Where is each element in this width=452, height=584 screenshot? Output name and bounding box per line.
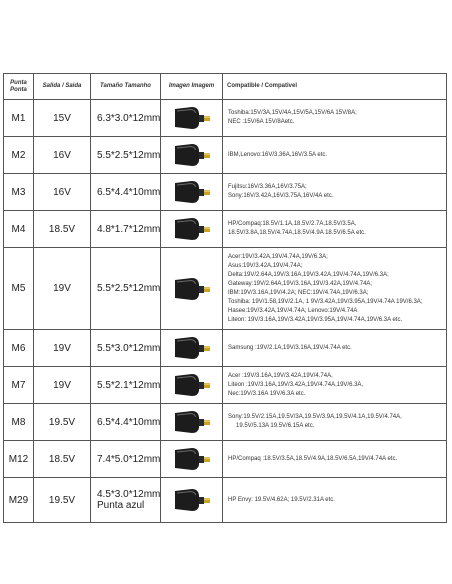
header-punta: Punta Ponta (4, 74, 34, 100)
tip-size (91, 174, 161, 211)
output-voltage: 19V (34, 330, 91, 367)
compatible-model-line: 19.5V/5.13A 19.5V/6.15A etc. (236, 423, 315, 429)
tip-size-value: 5.5*3.0*12mm (97, 342, 161, 354)
tip-code: M7 (4, 367, 34, 404)
compatible-models (223, 441, 447, 478)
compatible-models (223, 248, 447, 330)
tip-code: M3 (4, 174, 34, 211)
compatible-model-line: Liteon :19V/3.16A,19V/3.42A,19V/4.74A,19V/6.3A, (228, 381, 364, 388)
output-voltage: 19V (34, 367, 91, 404)
compatible-model-line: Sony:16V/3.42A,16V/3.75A,16V/4A etc. (228, 193, 334, 199)
compatible-model-line: IBM,Lenovo:16V/3.36A,16V/3.5A etc. (228, 151, 328, 158)
tip-size-value: 5.5*2.5*12mm (97, 283, 161, 294)
compatible-models (223, 174, 447, 211)
tip-size (91, 367, 161, 404)
compatible-model-line: HP/Compaq :18.5V/3.5A,18.5V/4.9A,18.5V/6.5A,19V/4.74A etc. (228, 455, 398, 462)
tip-image (161, 330, 223, 367)
tip-size (91, 330, 161, 367)
output-voltage: 18.5V (34, 211, 91, 248)
tip-size (91, 478, 161, 523)
compatible-model-line: Asus:19V/3.42A,19V/4.74A; (228, 262, 303, 269)
compatible-models (223, 137, 447, 174)
table-row (4, 100, 447, 137)
table-row (4, 367, 447, 404)
table-row (4, 478, 447, 523)
compatible-model-line: NEC :15V/6A 15V/8Aetc. (228, 119, 295, 125)
compatible-model-line: Acer:19V/3.42A,19V/4.74A,19V/6.3A; (228, 253, 328, 260)
table-row (4, 330, 447, 367)
tip-size (91, 137, 161, 174)
tip-size (91, 404, 161, 441)
tip-code: M8 (4, 404, 34, 441)
compatible-models (223, 478, 447, 523)
tip-image (161, 248, 223, 330)
table-body (4, 100, 447, 523)
tip-image (161, 441, 223, 478)
table-row (4, 211, 447, 248)
tip-size-value: 4.5*3.0*12mm (97, 489, 161, 500)
tip-size (91, 441, 161, 478)
tip-size-value: 5.5*2.5*12mm (97, 149, 161, 161)
table-row (4, 441, 447, 478)
tip-size-value: 6.3*3.0*12mm (97, 112, 161, 124)
table-row (4, 137, 447, 174)
compatible-model-line: HP/Compaq:18.5V/1.1A,18.5V/2.7A,18.5V/3.5A, (228, 221, 357, 227)
tip-size (91, 100, 161, 137)
adapter-tip-icon (172, 371, 212, 399)
output-voltage: 16V (34, 137, 91, 174)
output-voltage: 16V (34, 174, 91, 211)
tip-size-value: 6.5*4.4*10mm (97, 416, 161, 428)
tip-code: M29 (4, 478, 34, 523)
tip-code: M5 (4, 248, 34, 330)
compatible-model-line: Hasee:19V/3.42A,19V/4.74A; Lenovo:19V/4.74A (228, 307, 358, 314)
tip-image (161, 478, 223, 523)
tip-image (161, 174, 223, 211)
tip-image (161, 367, 223, 404)
tip-image (161, 211, 223, 248)
tip-size (91, 248, 161, 330)
compatible-model-line: Delta:19V/2.64A,19V/3.16A,19V/3.42A,19V/4.74A,19V/6.3A; (228, 271, 389, 278)
compatible-models (223, 330, 447, 367)
compatible-models (223, 211, 447, 248)
compatible-model-line: Fujitsu:16V/3.36A,16V/3.75A; (228, 184, 307, 190)
adapter-tip-icon (172, 104, 212, 132)
tip-image (161, 100, 223, 137)
tip-size-value: 6.5*4.4*10mm (97, 186, 161, 198)
compatible-model-line: Liteon: 19V/3.16A,19V/3.42A,19V/3.95A,19V/4.74A,19V/6.3A etc. (228, 316, 403, 323)
tip-code: M6 (4, 330, 34, 367)
compatible-model-line: Gateway:19V/2.64A,19V/3.16A,19V/3.42A,19V/4.74A; (228, 280, 373, 287)
compatible-models (223, 100, 447, 137)
compatible-model-line: Acer :19V/3.16A,19V/3.42A,19V/4.74A, (228, 372, 333, 379)
output-voltage: 19V (34, 248, 91, 330)
adapter-tip-icon (172, 215, 212, 243)
compatible-model-line: 18.5V/3.8A,18.5V/4.74A,18.5V/4.9A 18.5V/6.5A etc. (228, 230, 366, 236)
table-header-row (4, 74, 447, 100)
compatible-model-line: Samsung :19V/2.1A,19V/3.16A,19V/4.74A etc. (228, 344, 352, 351)
tip-image (161, 137, 223, 174)
output-voltage: 15V (34, 100, 91, 137)
tip-code: M12 (4, 441, 34, 478)
compatible-model-line: Sony:19.5V/2.15A,19.5V/3A,19.5V/3.9A,19.5V/4.1A,19.5V/4.74A, (228, 414, 402, 420)
output-voltage: 19.5V (34, 478, 91, 523)
adapter-tip-icon (172, 408, 212, 436)
adapter-tip-icon (172, 445, 212, 473)
tip-size-note: Punta azul (97, 500, 145, 511)
table-row (4, 248, 447, 330)
compatible-model-line: HP Envy: 19.5V/4.62A; 19.5V/2.31A etc. (228, 496, 335, 503)
tip-code: M1 (4, 100, 34, 137)
adapter-tip-icon (172, 178, 212, 206)
adapter-tip-icon (172, 275, 212, 303)
tip-size-value: 4.8*1.7*12mm (97, 223, 161, 235)
adapter-tips-table (3, 73, 447, 523)
table-row (4, 174, 447, 211)
tip-size-value: 5.5*2.1*12mm (97, 379, 161, 391)
tip-size-value: 7.4*5.0*12mm (97, 453, 161, 465)
tip-size (91, 211, 161, 248)
header-compatible: Compatible / Compativel (223, 74, 447, 100)
compatible-models (223, 404, 447, 441)
header-tamano: Tamaño Tamanho (91, 74, 161, 100)
compatible-model-line: IBM:19V/3.16A,19V/4.2A; NEC:19V/4.74A,19V/6.3A; (228, 289, 369, 296)
tip-image (161, 404, 223, 441)
compatible-model-line: Nec:19V/3.16A 19V/6.3A etc. (228, 390, 306, 397)
adapter-tip-icon (172, 486, 212, 514)
compatible-model-line: Toshiba: 19V/1.58,19V/2.1A, 1 9V/3.42A,19V/3.95A,19V/4.74A 19V/6.3A; (228, 298, 423, 305)
header-imagen: Imagen Imagem (161, 74, 223, 100)
table-row (4, 404, 447, 441)
output-voltage: 18.5V (34, 441, 91, 478)
header-salida: Salida / Saida (34, 74, 91, 100)
output-voltage: 19.5V (34, 404, 91, 441)
adapter-tip-icon (172, 334, 212, 362)
tip-code: M4 (4, 211, 34, 248)
compatible-model-line: Toshiba:15V/3A,15V/4A,15V/5A,15V/6A 15V/8A; (228, 110, 357, 116)
compatible-models (223, 367, 447, 404)
adapter-tip-icon (172, 141, 212, 169)
tip-code: M2 (4, 137, 34, 174)
